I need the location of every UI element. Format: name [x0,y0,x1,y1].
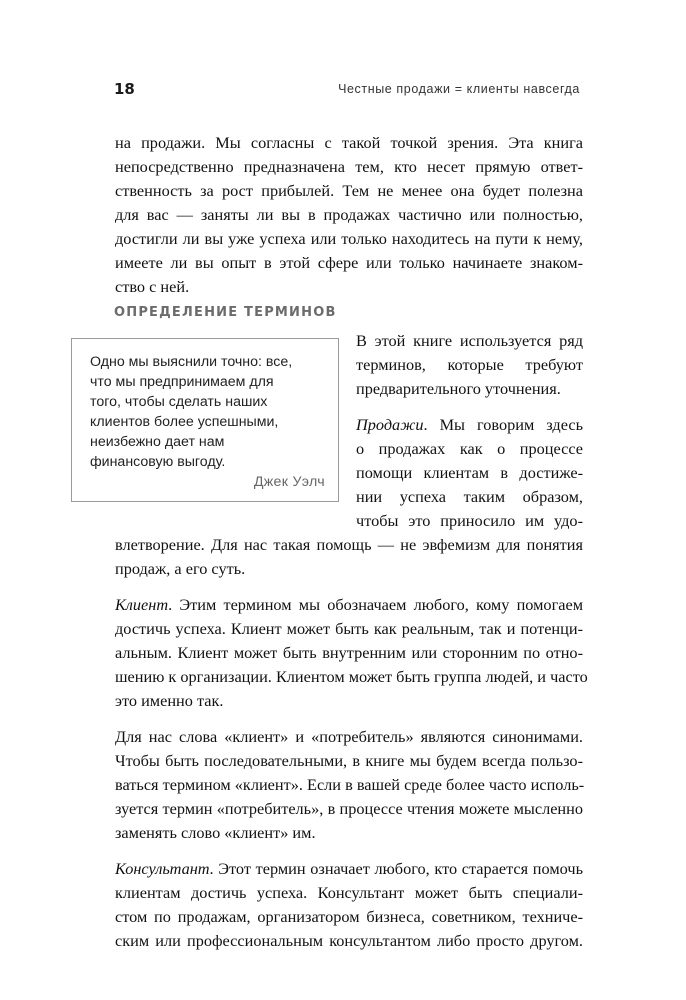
text-line: стом по продажам, организатором бизнеса, советником, техниче- [115,907,583,926]
quote-author: Джек Уэлч [253,474,325,490]
text-line [115,861,583,877]
text-line: ство с ней. [115,277,190,296]
text-line: ским или профессиональным консультантом либо просто другом. [115,931,583,950]
text-span: . Этот термин означает любого, кто старается помочь [209,859,583,878]
text-line: нии успеха таким образом, [356,487,583,506]
quote-line: того, чтобы сделать наших [90,394,268,410]
page-number: 18 [114,80,135,98]
text-line: ваться термином «клиент». Если в вашей среде более часто исполь- [115,775,585,794]
section-heading: ОПРЕДЕЛЕНИЕ ТЕРМИНОВ [114,305,337,320]
term-client: Клиент [115,595,169,614]
text-line: терминов, которые требуют [356,355,583,374]
quote-line: финансовую выгоду. [90,454,226,470]
text-line: ственность за рост прибылей. Тем не менее она будет полезна [115,181,583,200]
term-sales: Продажи [356,415,424,434]
running-title: Честные продажи = клиенты навсегда [338,82,580,96]
quote-line: неизбежно дает нам [90,434,225,450]
text-line: имеете ли вы опыт в этой сфере или только начинаете знаком- [115,253,583,272]
text-line: непосредственно предназначена тем, кто несет прямую ответ- [115,157,583,176]
text-line: это именно так. [115,691,224,710]
quote-line: что мы предпринимаем для [90,374,274,390]
quote-box [71,338,339,502]
text-line: Для нас слова «клиент» и «потребитель» являются синонимами. [115,727,583,746]
quote-line: Одно мы выяснили точно: все, [90,354,293,370]
quote-line: клиентов более успешными, [90,414,279,430]
text-line: предварительного уточнения. [356,379,561,398]
term-consultant: Консультант [115,859,210,878]
text-line: о продажах как о процессе [356,439,583,458]
text-span: . Мы говорим здесь [423,415,583,434]
text-line: чтобы это приносило им удо- [356,511,583,530]
text-span: . Этим термином мы обозначаем любого, кому помогаем [168,595,583,614]
text-line [115,597,583,613]
text-line: шению к организации. Клиентом может быть группа людей, и часто [115,667,588,686]
text-line: заменять слово «клиент» им. [115,823,316,842]
text-line: зуется термин «потребитель», в процессе чтения можете мысленно [115,799,583,818]
text-line: В этой книге используется ряд [356,331,583,350]
text-line: на продажи. Мы согласны с такой точкой зрения. Эта книга [115,133,583,152]
text-line: для вас — заняты ли вы в продажах частично или полностью, [115,205,583,224]
text-line: альным. Клиент может быть внутренним или сторонним по отно- [115,643,583,662]
text-line: достигли ли вы уже успеха или только находитесь на пути к нему, [115,229,583,248]
text-line: Чтобы быть последовательными, в книге мы будем всегда пользо- [115,751,583,770]
text-line: помощи клиентам в достиже- [356,463,583,482]
text-line: продаж, а его суть. [115,559,246,578]
text-line [356,417,583,433]
text-line: влетворение. Для нас такая помощь — не эвфемизм для понятия [115,535,583,554]
text-line: клиентам достичь успеха. Консультант может быть специали- [115,883,583,902]
text-line: достичь успеха. Клиент может быть как реальным, так и потенци- [115,619,583,638]
